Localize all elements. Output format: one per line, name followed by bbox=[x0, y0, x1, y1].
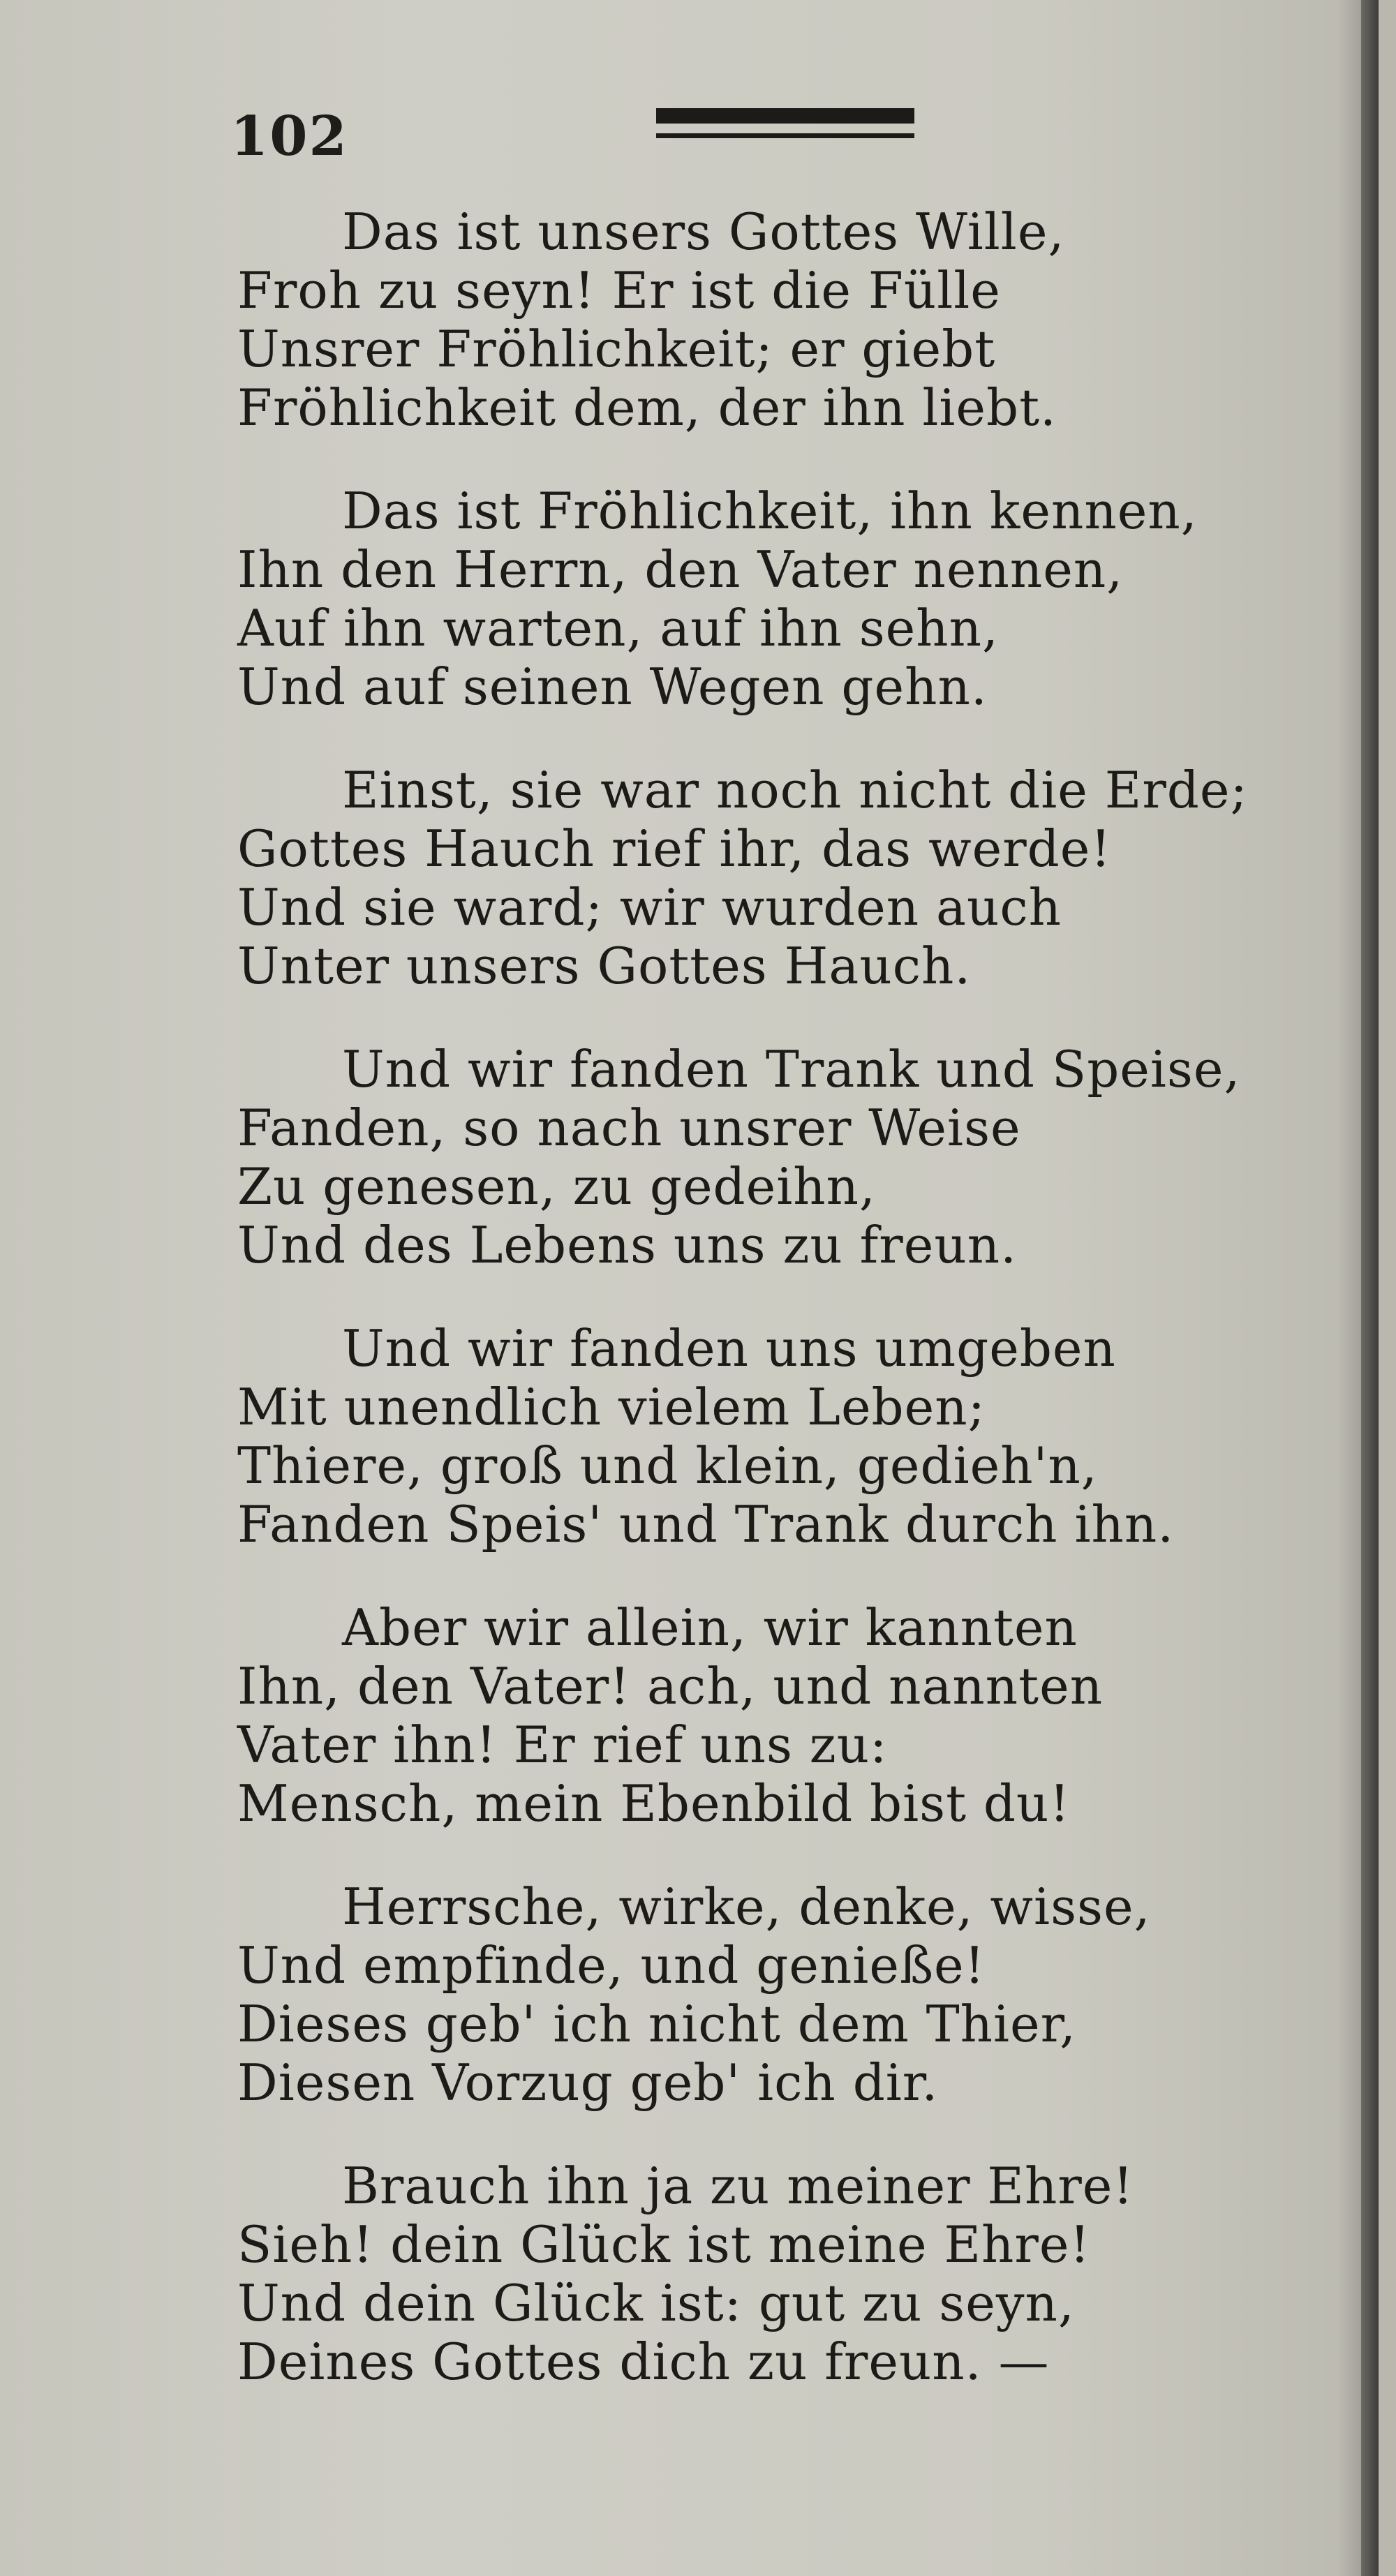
poem-line: Dieses geb' ich nicht dem Thier, bbox=[237, 1995, 1077, 2053]
page-edge bbox=[1361, 0, 1379, 2576]
poem-line: Sieh! dein Glück ist meine Ehre! bbox=[237, 2215, 1091, 2274]
poem-line: Fanden, so nach unsrer Weise bbox=[237, 1099, 1021, 1157]
poem-line: Froh zu seyn! Er ist die Fülle bbox=[237, 261, 1001, 320]
poem-line: Mensch, mein Ebenbild bist du! bbox=[237, 1774, 1071, 1833]
poem-line: Ihn den Herrn, den Vater nennen, bbox=[237, 540, 1124, 599]
stanza bbox=[237, 1040, 1298, 1274]
poem-line: Und auf seinen Wegen gehn. bbox=[237, 657, 988, 716]
page-number: 102 bbox=[230, 105, 348, 168]
poem-line: Einst, sie war noch nicht die Erde; bbox=[342, 761, 1248, 819]
stanza bbox=[237, 482, 1298, 716]
poem-line: Fanden Speis' und Trank durch ihn. bbox=[237, 1495, 1175, 1554]
poem-line: Thiere, groß und klein, gedieh'n, bbox=[237, 1436, 1098, 1495]
poem-line: Mit unendlich vielem Leben; bbox=[237, 1378, 986, 1436]
header-rule bbox=[656, 108, 914, 144]
poem bbox=[237, 202, 1298, 2436]
stanza bbox=[237, 202, 1298, 437]
stanza bbox=[237, 761, 1298, 995]
poem-line: Gottes Hauch rief ihr, das werde! bbox=[237, 819, 1112, 878]
poem-line: Und wir fanden Trank und Speise, bbox=[342, 1040, 1241, 1099]
poem-line: Herrsche, wirke, denke, wisse, bbox=[342, 1877, 1151, 1936]
poem-line: Und des Lebens uns zu freun. bbox=[237, 1216, 1017, 1274]
stanza bbox=[237, 1598, 1298, 1833]
poem-line: Deines Gottes dich zu freun. — bbox=[237, 2332, 1050, 2391]
poem-line: Fröhlichkeit dem, der ihn liebt. bbox=[237, 378, 1057, 437]
poem-line: Und dein Glück ist: gut zu seyn, bbox=[237, 2274, 1075, 2332]
poem-line: Zu genesen, zu gedeihn, bbox=[237, 1157, 876, 1216]
poem-line: Diesen Vorzug geb' ich dir. bbox=[237, 2053, 939, 2112]
stanza bbox=[237, 1319, 1298, 1554]
poem-line: Das ist unsers Gottes Wille, bbox=[342, 202, 1065, 261]
poem-line: Aber wir allein, wir kannten bbox=[342, 1598, 1078, 1657]
poem-line: Unter unsers Gottes Hauch. bbox=[237, 937, 972, 995]
poem-line: Das ist Fröhlichkeit, ihn kennen, bbox=[342, 482, 1198, 540]
stanza bbox=[237, 1877, 1298, 2112]
poem-line: Und wir fanden uns umgeben bbox=[342, 1319, 1116, 1378]
stanza bbox=[237, 2157, 1298, 2391]
poem-line: Und empfinde, und genieße! bbox=[237, 1936, 986, 1995]
poem-line: Vater ihn! Er rief uns zu: bbox=[237, 1715, 888, 1774]
poem-line: Und sie ward; wir wurden auch bbox=[237, 878, 1062, 937]
poem-line: Auf ihn warten, auf ihn sehn, bbox=[237, 599, 999, 657]
poem-line: Ihn, den Vater! ach, und nannten bbox=[237, 1657, 1104, 1715]
poem-line: Brauch ihn ja zu meiner Ehre! bbox=[342, 2157, 1134, 2215]
poem-line: Unsrer Fröhlichkeit; er giebt bbox=[237, 320, 996, 378]
